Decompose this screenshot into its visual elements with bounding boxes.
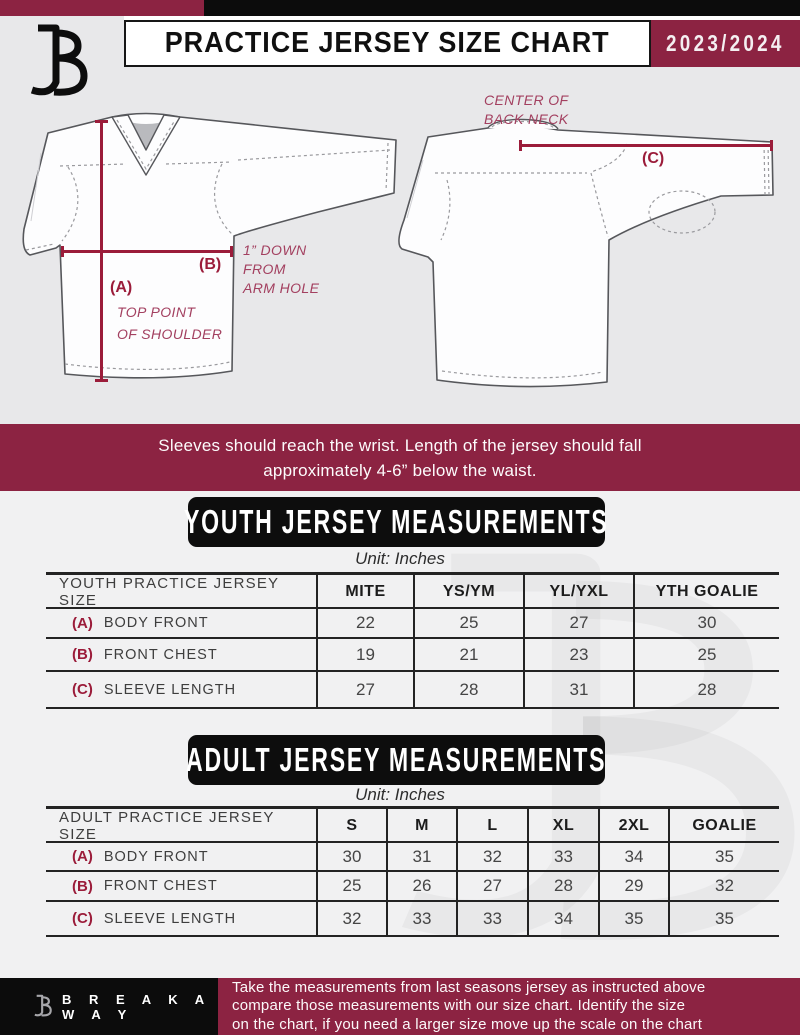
cell: 29 — [598, 872, 668, 900]
cell: 25 — [316, 872, 386, 900]
row-label — [46, 672, 316, 707]
cell: 22 — [316, 609, 413, 637]
cell: 26 — [386, 872, 456, 900]
cell: 23 — [523, 639, 633, 670]
youth-size-table — [46, 572, 779, 709]
measure-line-b-cap-right — [230, 246, 233, 257]
row-label — [46, 639, 316, 670]
footer-line1: Take the measurements from last seasons jersey as instructed above — [232, 978, 706, 996]
cell: 33 — [386, 902, 456, 935]
row-key: (C) — [72, 910, 93, 927]
label-b-desc-line3: ARM HOLE — [243, 280, 320, 296]
adult-col-header-m: M — [386, 809, 456, 843]
measure-line-b — [62, 250, 233, 253]
footer-instructions — [218, 978, 800, 1035]
label-c: (C) — [642, 150, 665, 167]
adult-row-sleeve-length — [46, 902, 779, 935]
label-a-desc-line1: TOP POINT — [117, 304, 196, 320]
label-a-desc-line2: OF SHOULDER — [117, 326, 223, 342]
cell: 32 — [668, 872, 779, 900]
row-name: BODY FRONT — [103, 848, 209, 865]
top-strip-black — [204, 0, 800, 16]
cell: 34 — [598, 843, 668, 870]
adult-row-front-chest — [46, 872, 779, 902]
cell: 35 — [668, 843, 779, 870]
adult-size-table — [46, 806, 779, 937]
adult-col-header-2xl: 2XL — [598, 809, 668, 843]
cell: 30 — [316, 843, 386, 870]
row-label — [46, 872, 316, 900]
cell: 35 — [668, 902, 779, 935]
footer-brand-block — [0, 978, 218, 1035]
breakaway-b-logo-icon — [26, 22, 88, 104]
row-name: SLEEVE LENGTH — [103, 681, 237, 698]
youth-row-body-front — [46, 609, 779, 639]
adult-section-title: ADULT JERSEY MEASUREMENTS — [186, 741, 607, 778]
row-name: FRONT CHEST — [103, 878, 218, 894]
measure-line-c — [520, 144, 773, 147]
fit-notice-banner — [0, 424, 800, 491]
fit-notice-line2: approximately 4-6” below the waist. — [263, 460, 537, 480]
youth-col-header-size: YOUTH PRACTICE JERSEY SIZE — [59, 575, 279, 609]
cell: 32 — [456, 843, 527, 870]
row-name: BODY FRONT — [103, 615, 209, 631]
top-strip-maroon — [0, 0, 204, 16]
row-key: (B) — [72, 877, 93, 895]
adult-col-header-xl: XL — [527, 809, 598, 843]
season-label: 2023/2024 — [666, 30, 785, 56]
label-b-desc — [243, 241, 319, 298]
measure-line-c-cap-left — [519, 140, 522, 151]
footer-line2: compare those measurements with our size chart. Identify the size — [232, 997, 686, 1015]
label-a: (A) — [110, 279, 133, 296]
youth-row-front-chest — [46, 639, 779, 672]
cell: 21 — [413, 639, 523, 670]
row-name: FRONT CHEST — [103, 646, 218, 663]
cell: 33 — [456, 902, 527, 935]
brand-name: B R E A K A W A Y — [61, 991, 211, 1022]
adult-col-header-size: ADULT PRACTICE JERSEY SIZE — [59, 809, 275, 843]
cell: 32 — [316, 902, 386, 935]
youth-unit-label: Unit: Inches — [355, 549, 445, 568]
cell: 30 — [633, 609, 779, 637]
measure-line-c-cap-right — [770, 140, 773, 151]
measure-line-a-cap-bottom — [95, 379, 108, 382]
cell: 25 — [413, 609, 523, 637]
row-key: (C) — [72, 681, 93, 698]
page-title: PRACTICE JERSEY SIZE CHART — [165, 27, 610, 59]
cell: 28 — [633, 672, 779, 707]
adult-header-row — [46, 809, 779, 843]
row-label — [46, 902, 316, 935]
label-c-desc-line1: CENTER OF — [484, 92, 569, 108]
youth-col-header-mite: MITE — [316, 575, 413, 609]
cell: 31 — [386, 843, 456, 870]
label-b-desc-line1: 1” DOWN — [243, 242, 307, 258]
cell: 33 — [527, 843, 598, 870]
row-name: SLEEVE LENGTH — [103, 910, 237, 927]
row-key: (B) — [72, 646, 93, 663]
adult-unit-label: Unit: Inches — [355, 785, 445, 804]
adult-col-header-s: S — [316, 809, 386, 843]
adult-row-body-front — [46, 843, 779, 872]
fit-notice-line1: Sleeves should reach the wrist. Length of the jersey should fall — [158, 435, 642, 455]
youth-col-header-ylyxl: YL/YXL — [523, 575, 633, 609]
adult-section-header — [188, 735, 605, 785]
adult-col-header-l: L — [456, 809, 527, 843]
footer-line3: on the chart, if you need a larger size move up the scale on the chart — [232, 1015, 703, 1033]
row-label — [46, 843, 316, 870]
measure-line-a-cap-top — [95, 120, 108, 123]
breakaway-b-logo-silver-icon — [33, 988, 52, 1025]
youth-col-header-ysym: YS/YM — [413, 575, 523, 609]
label-a-desc — [117, 301, 222, 345]
cell: 27 — [316, 672, 413, 707]
cell: 34 — [527, 902, 598, 935]
cell: 28 — [413, 672, 523, 707]
label-b-desc-line2: FROM — [243, 261, 286, 277]
cell: 35 — [598, 902, 668, 935]
label-c-desc — [484, 91, 569, 129]
season-badge — [651, 20, 800, 67]
cell: 27 — [523, 609, 633, 637]
youth-section-title: YOUTH JERSEY MEASUREMENTS — [184, 503, 609, 540]
youth-header-row — [46, 575, 779, 609]
label-c-desc-line2: BACK NECK — [484, 111, 569, 127]
cell: 25 — [633, 639, 779, 670]
youth-col-header-goalie: YTH GOALIE — [633, 575, 779, 609]
cell: 27 — [456, 872, 527, 900]
row-label — [46, 609, 316, 637]
row-key: (A) — [72, 614, 93, 632]
youth-section-header — [184, 497, 609, 547]
page-title-box — [124, 20, 651, 67]
measure-line-b-cap-left — [61, 246, 64, 257]
front-jersey-diagram — [8, 103, 412, 403]
adult-col-header-goalie: GOALIE — [668, 809, 779, 843]
row-key: (A) — [72, 848, 93, 865]
label-b: (B) — [199, 256, 222, 273]
youth-row-sleeve-length — [46, 672, 779, 707]
cell: 28 — [527, 872, 598, 900]
cell: 31 — [523, 672, 633, 707]
cell: 19 — [316, 639, 413, 670]
